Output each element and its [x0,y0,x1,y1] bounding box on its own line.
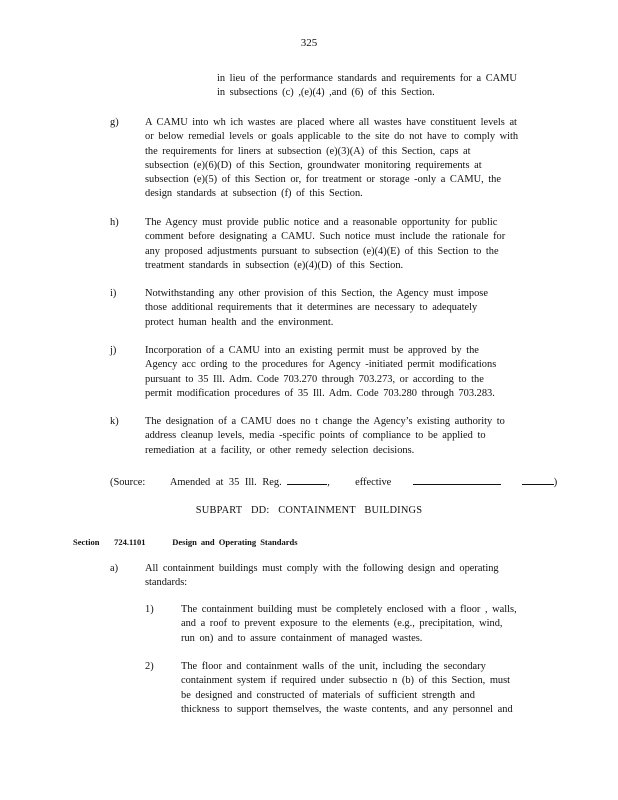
text-line: The containment building must be completely enclosed with a floor , walls, [181,604,517,615]
item-h-text [145,216,545,273]
source-open: (Source: [110,477,146,488]
continuation-text [217,72,547,101]
source-comma: , [327,477,330,488]
subitem-label-2: 2) [145,661,154,672]
source-close: ) [553,477,558,488]
source-blank-date [413,474,501,485]
text-line: run on) and to assure containment of managed wastes. [181,632,423,644]
text-line: in lieu of the performance standards and requirements for a CAMU [217,73,517,84]
text-line: pursuant to 35 Ill. Adm. Code 703.270 through 703.273, or according to the [145,373,484,385]
text-line: the requirements for liners at subsection (e)(3)(A) of this Section, caps at [145,145,471,157]
source-note [110,474,557,490]
item-g-text [145,116,545,202]
item-k-text [145,415,545,458]
section-a-label: a) [110,563,119,574]
item-label-h: h) [110,217,119,228]
text-line: A CAMU into wh ich wastes are placed where all wastes have constituent levels at [145,117,517,128]
text-line: design standards at subsection (f) of this Section. [145,188,363,200]
item-i-text [145,287,545,330]
text-line: treatment standards in subsection (e)(4)(D) of this Section. [145,259,404,271]
page-number: 325 [300,37,318,49]
item-label-g: g) [110,117,119,128]
item-label-k: k) [110,416,119,427]
section-label: Section [73,537,100,547]
text-line: thickness to support themselves, the waste contents, and any personnel and [181,703,513,715]
text-line: in subsections (c) ,(e)(4) ,and (6) of this Section. [217,87,435,99]
text-line: permit modification procedures of 35 Ill. Adm. Code 703.280 through 703.283. [145,387,495,399]
text-line: standards: [145,577,188,589]
subitem-label-1: 1) [145,604,154,615]
text-line: Incorporation of a CAMU into an existing permit must be approved by the [145,345,479,356]
section-a-text [145,562,545,591]
source-effective: effective [355,477,392,488]
source-blank-volume [287,474,327,485]
text-line: those additional requirements that it determines are necessary to adequately [145,302,478,314]
text-line: subsection (e)(5) of this Section or, for treatment or storage -only a CAMU, the [145,174,501,186]
text-line: Notwithstanding any other provision of this Section, the Agency must impose [145,288,488,299]
subitem-1-text [181,603,541,646]
item-label-i: i) [110,288,117,299]
text-line: The floor and containment walls of the unit, including the secondary [181,661,486,672]
text-line: address cleanup levels, media -specific points of compliance to be applied to [145,430,486,442]
text-line: comment before designating a CAMU. Such notice must include the rationale for [145,231,506,243]
source-blank-year [522,474,554,485]
source-text: Amended at 35 Ill. Reg. [169,477,282,488]
text-line: and a roof to prevent exposure to the elements (e.g., precipitation, wind, [181,618,503,630]
section-header [73,535,298,549]
text-line: any proposed adjustments pursuant to subsection (e)(4)(E) of this Section to the [145,245,499,257]
subitem-2-text [181,660,541,717]
text-line: protect human health and the environment. [145,316,334,328]
text-line: subsection (e)(6)(D) of this Section, groundwater monitoring requirements at [145,159,482,171]
text-line: or below remedial levels or goals applicable to the site do not have to comply with [145,131,519,143]
item-label-j: j) [110,345,117,356]
section-title: Design and Operating Standards [172,537,298,547]
text-line: be designed and constructed of materials of sufficient strength and [181,689,475,701]
subpart-heading: SUBPART DD: CONTAINMENT BUILDINGS [195,505,423,516]
section-number: 724.1101 [114,537,146,547]
text-line: Agency acc ording to the procedures for Agency -initiated permit modifications [145,359,497,371]
text-line: The designation of a CAMU does no t change the Agency’s existing authority to [145,416,505,427]
text-line: The Agency must provide public notice and a reasonable opportunity for public [145,217,498,228]
text-line: All containment buildings must comply with the following design and operating [145,563,499,574]
text-line: containment system if required under subsectio n (b) of this Section, must [181,675,511,687]
text-line: remediation at a facility, or other remedy selection decisions. [145,444,415,456]
item-j-text [145,344,545,401]
